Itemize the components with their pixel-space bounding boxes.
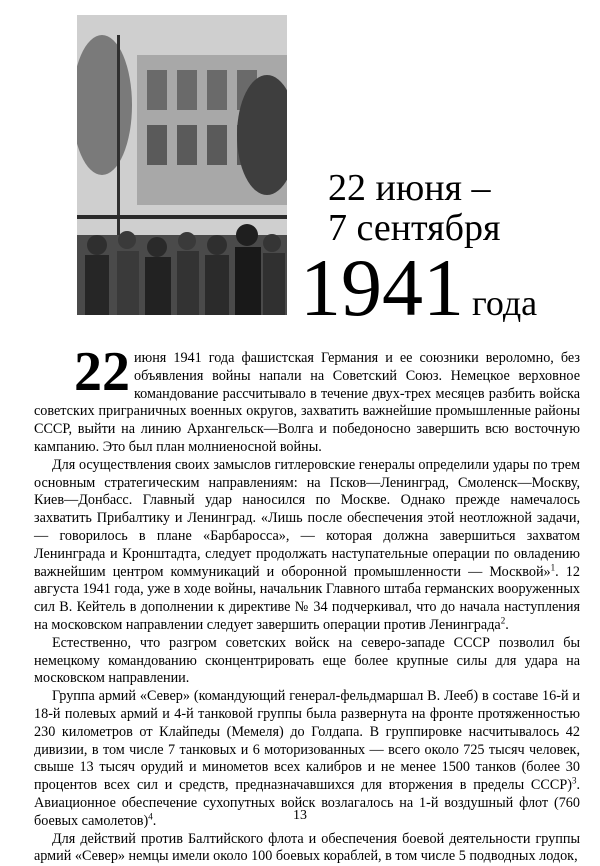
page-number: 13: [293, 808, 307, 823]
paragraph-4-part1: Группа армий «Север» (командующий генерал-фельдмаршал В. Леeб) в составе 16-й и 18-й полевых армий и 4-й танковой группы была развернута на фронте протяженностью 230 километров от Клайпеды (Мемеля) до Голдапа. В группировке насчитывалось 42 дивизии, в том числе 7 танковых и 6 моторизованных — всего около 725 тысяч человек, свыше 13 тысяч орудий и минометов всех калибров и не менее 1500 танков (более 30 процентов всех сил и средств, предназначавшихся для вторжения в пределы СССР): [34, 688, 580, 794]
photo-illustration: [77, 15, 287, 315]
footnote-ref-4: 4: [148, 810, 153, 821]
archival-photo: [77, 15, 287, 315]
paragraph-3: Естественно, что разгром советских войск на северо-западе СССР позволил бы немецкому командованию сконцентрировать еще более крупные силы для удара на московском направлении.: [34, 634, 580, 687]
chapter-heading: [300, 167, 590, 333]
heading-year-row: [300, 242, 590, 333]
footnote-ref-2: 2: [500, 615, 506, 626]
paragraph-2: [34, 457, 580, 635]
paragraph-4-end: .: [152, 812, 157, 829]
paragraph-1-text: июня 1941 года фашистская Германия и ее союзники вероломно, без объявления войны напали на Советский Союз. Немецкое верховное командование рассчитывало в течение двух-трех месяцев разбить войска советских приграничных военных округов, захватить важнейшие промышленные районы СССР, выйти на линию Архангельск—Волга и победоносно завершить всю восточную кампанию. Это был план молниеносной войны.: [34, 350, 580, 455]
paragraph-2-part1: Для осуществления своих замыслов гитлеровские генералы определили удары по трем основным стратегическим направлениям: на Псков—Ленинград, Смоленск—Москву, Киев—Донбасс. Главный удар наносился по Москве. Однако прежде намечалось захватить Прибалтику и Ленинград. «Лишь после обеспечения этой неотложной задачи, — говорилось в плане «Барбаросса», — которая должна завершиться захватом Ленинграда и Кронштадта, следует продолжать наступательные операции по овладению важнейшим центром коммуникаций и оборонной промышленности — Москвой»: [34, 456, 580, 580]
drop-cap: 22: [74, 341, 130, 403]
paragraph-2-end: .: [505, 616, 509, 633]
heading-date-start: 22 июня –: [328, 167, 491, 209]
heading-date-end: 7 сентября: [328, 207, 501, 249]
paragraph-4-part2: . Авиационное обеспечение сухопутных войск возлагалось на 1-й воздушный флот (760 боевых самолетов): [34, 777, 580, 829]
paragraph-2-part2: . 12 августа 1941 года, уже в ходе войны, начальник Главного штаба германских вооруженных сил В. Кейтель в дополнении к директиве № 34 подчеркивал, что до начала наступления на московском направлении следует завершить операции против Ленинграда: [34, 563, 580, 633]
heading-goda: года: [472, 283, 538, 323]
footnote-ref-3: 3: [571, 775, 577, 786]
paragraph-1: [34, 341, 580, 457]
body-text: [34, 341, 580, 866]
footnote-ref-1: 1: [550, 561, 556, 572]
paragraph-5: Для действий против Балтийского флота и обеспечения боевой деятельности группы армий «Север» немцы имели около 100 боевых кораблей, в том числе 5 подводных лодок,: [34, 830, 580, 865]
heading-year: 1941: [300, 242, 464, 333]
